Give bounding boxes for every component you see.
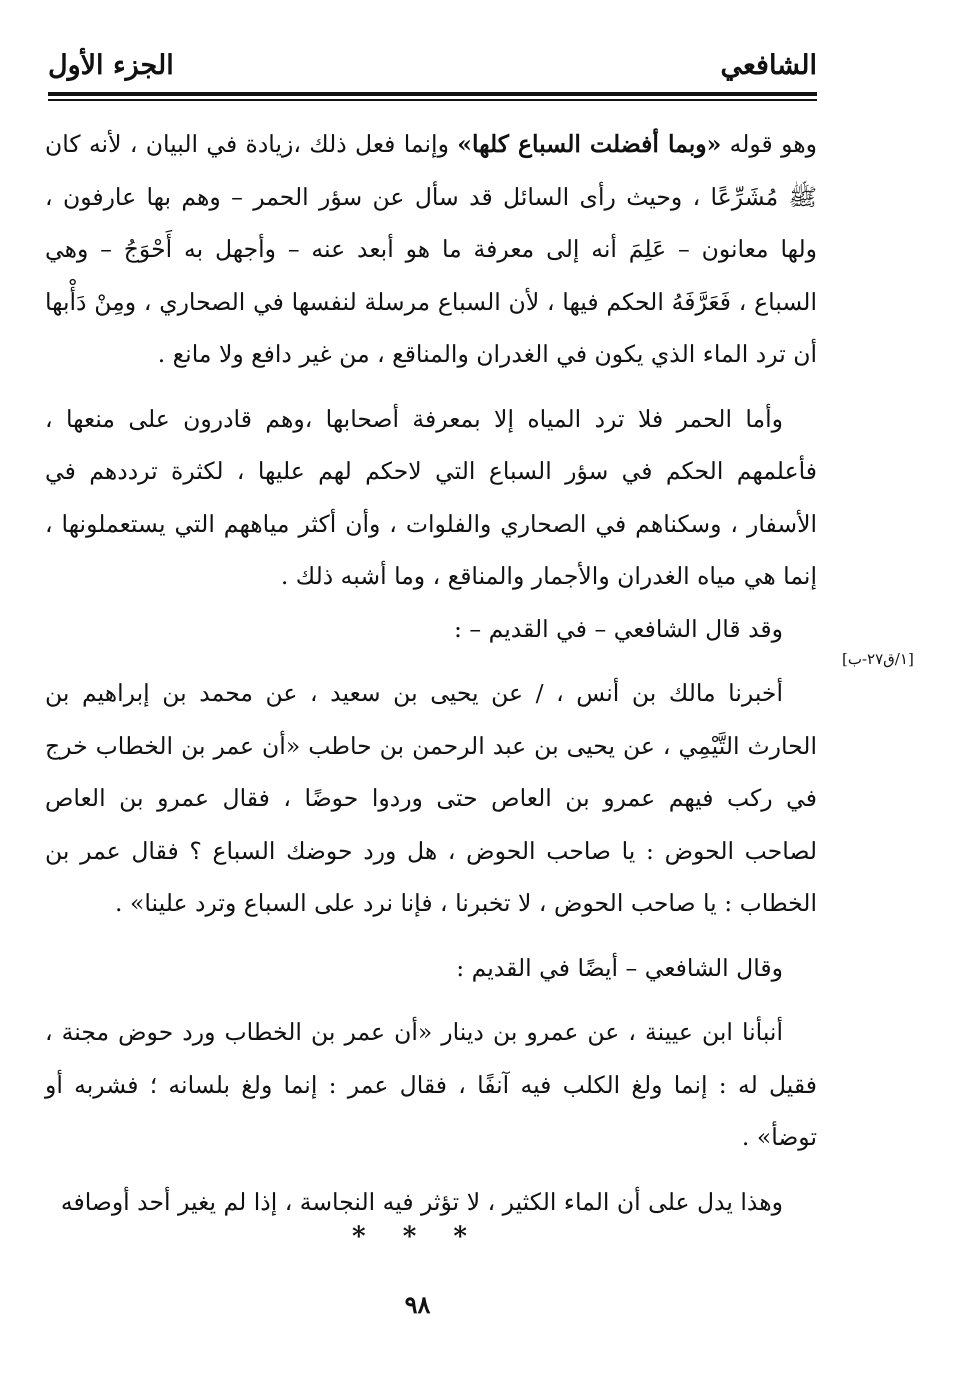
paragraph-7: وهذا يدل على أن الماء الكثير ، لا تؤثر فيه النجاسة ، إذا لم يغير أحد أوصافه (60, 1187, 783, 1216)
header-rule-thin (48, 99, 817, 101)
header-rule (48, 92, 817, 101)
paragraph-5: وقال الشافعي – أيضًا في القديم : (456, 953, 783, 982)
paragraph-1-quote: «وبما أفضلت السباع كلها» (457, 130, 722, 158)
paragraph-1-pre: وهو قوله (721, 130, 818, 158)
page-body (45, 118, 817, 1228)
section-separator: * * * (352, 1222, 481, 1252)
manuscript-folio-note: [١/ق٢٧-ب] (842, 650, 914, 668)
paragraph-2: وأما الحمر فلا ترد المياه إلا بمعرفة أصحابها ،وهم قادرون على منعها ، فأعلمهم الحكم في سؤر السباع التي لاحكم لهم عليها ، لكثرة ترددهم في الأسفار ، وسكناهم في الصحاري والفلوات ، وأن أكثر مياههم التي يستعملونها ، إنما هي مياه الغدران والأجمار والمناقع ، وما أشبه ذلك . (45, 404, 817, 590)
paragraph-1-post: وإنما فعل ذلك ،زيادة في البيان ، لأنه كان ﷺ مُشَرِّعًا ، وحيث رأى السائل قد سأل عن سؤر الحمر – وهم بها عارفون ، ولها معانون – عَلِمَ أنه إلى معرفة ما هو أبعد عنه – وأجهل به أَحْوَجُ – وهي السباع ، فَعَرَّفَهُ الحكم فيها ، لأن السباع مرسلة لنفسها في الصحاري ، ومِنْ دَأْبها أن ترد الماء الذي يكون في الغدران والمناقع ، من غير دافع ولا مانع . (45, 130, 817, 368)
header-book-title: الشافعي (720, 50, 817, 81)
page-number: ٩٨ (404, 1290, 431, 1319)
paragraph-6: أنبأنا ابن عيينة ، عن عمرو بن دينار «أن عمر بن الخطاب ورد حوض مجنة ، فقيل له : إنما ولغ الكلب فيه آنفًا ، فقال عمر : إنما ولغ بلسانه ؛ فشربه أو توضأ» . (45, 1018, 817, 1151)
paragraph-1 (45, 118, 817, 381)
header-rule-thick (48, 92, 817, 96)
header-volume-title: الجزء الأول (48, 50, 174, 81)
paragraph-3: وقد قال الشافعي – في القديم – : (454, 614, 783, 643)
running-header (48, 48, 817, 92)
paragraph-4: أخبرنا مالك بن أنس ، / عن يحيى بن سعيد ، عن محمد بن إبراهيم بن الحارث التَّيْمِي ، عن يحيى بن عبد الرحمن بن حاطب «أن عمر بن الخطاب خرج في ركب فيهم عمرو بن العاص حتى وردوا حوضًا ، فقال عمرو بن العاص لصاحب الحوض : يا صاحب الحوض ، هل ورد حوضك السباع ؟ فقال عمر بن الخطاب : يا صاحب الحوض ، لا تخبرنا ، فإنا نرد على السباع وترد علينا» . (45, 679, 817, 917)
